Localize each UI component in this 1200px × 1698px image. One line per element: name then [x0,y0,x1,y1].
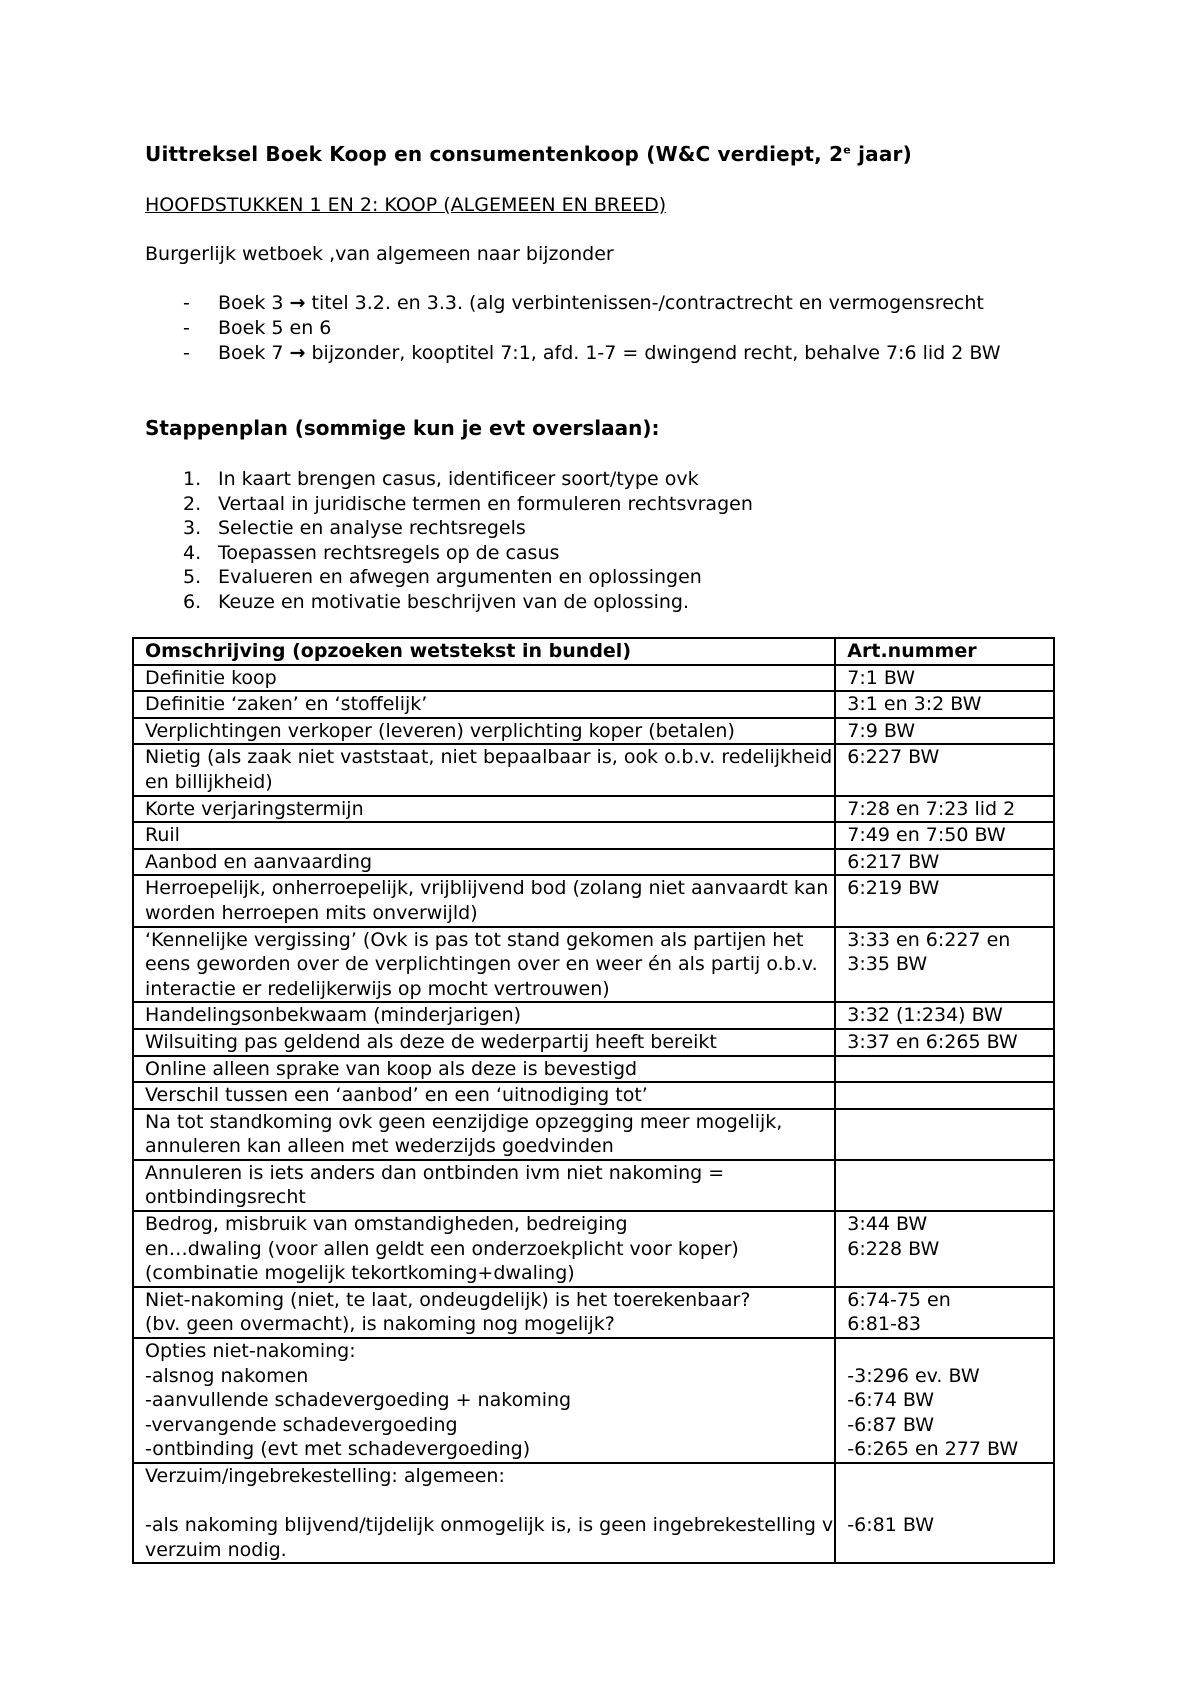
row-description: Niet-nakoming (niet, te laat, ondeugdelijk) is het toerekenbaar? (bv. geen overmacht), is nakoming nog mogelijk? [133,1287,835,1338]
arrow-right-icon: → [289,342,306,364]
step-item [145,516,1065,541]
header-article: Art.nummer [835,638,1054,665]
row-article [835,1109,1054,1160]
law-table [132,637,1055,1564]
row-article [835,1082,1054,1109]
book-list [145,291,1065,366]
step-number: 5. [183,566,202,589]
step-text: Toepassen rechtsregels op de casus [218,541,560,564]
row-description: Aanbod en aanvaarding [133,849,835,876]
row-article: 3:32 (1:234) BW [835,1002,1054,1029]
table-row [133,1160,1054,1211]
header-description: Omschrijving (opzoeken wetstekst in bundel) [133,638,835,665]
table-row [133,1211,1054,1287]
row-article: -3:296 ev. BW -6:74 BW -6:87 BW -6:265 en 277 BW [835,1338,1054,1463]
table-body [133,665,1054,1564]
row-article: 3:1 en 3:2 BW [835,691,1054,718]
step-item [145,492,1065,517]
book-item-detail: titel 3.2. en 3.3. (alg verbintenissen-/contractrecht en vermogensrecht [305,292,984,314]
row-article: 7:1 BW [835,665,1054,692]
table-row [133,1002,1054,1029]
row-description: Opties niet-nakoming: -alsnog nakomen -aanvullende schadevergoeding + nakoming -vervangende schadevergoeding -ontbinding (evt met schadevergoeding) [133,1338,835,1463]
row-description: Annuleren is iets anders dan ontbinden ivm niet nakoming = ontbindingsrecht [133,1160,835,1211]
book-list-item [145,341,1065,366]
step-number: 3. [183,517,202,540]
table-row [133,1463,1054,1563]
row-description: Wilsuiting pas geldend als deze de wederpartij heeft bereikt [133,1029,835,1056]
table-row [133,1056,1054,1083]
step-number: 2. [183,492,202,515]
step-item [145,565,1065,590]
arrow-right-icon: → [289,292,306,314]
dash-bullet: - [183,317,190,339]
row-article: 6:227 BW [835,744,1054,795]
step-number: 4. [183,541,202,564]
title-end: jaar) [850,142,912,166]
row-article: 7:49 en 7:50 BW [835,822,1054,849]
table-row [133,665,1054,692]
table-row [133,1029,1054,1056]
table-row [133,1287,1054,1338]
row-description: Na tot standkoming ovk geen eenzijdige opzegging meer mogelijk, annuleren kan alleen met wederzijds goedvinden [133,1109,835,1160]
steps-heading: Stappenplan (sommige kun je evt overslaan): [145,416,660,440]
title-text: Uittreksel Boek Koop en consumentenkoop (W&C verdiept, 2 [145,142,844,166]
document-title [145,142,912,166]
row-description: Verzuim/ingebrekestelling: algemeen: -als nakoming blijvend/tijdelijk onmogelijk is, is geen ingebrekestelling v verzuim nodig. [133,1463,835,1563]
step-number: 6. [183,590,202,613]
table-row [133,822,1054,849]
intro-text: Burgerlijk wetboek ,van algemeen naar bijzonder [145,243,614,265]
steps-list [145,467,1065,615]
table-row [133,796,1054,823]
row-description: Handelingsonbekwaam (minderjarigen) [133,1002,835,1029]
step-number: 1. [183,468,202,490]
row-description: Korte verjaringstermijn [133,796,835,823]
book-item-text: Boek 5 en 6 [218,317,332,339]
step-text: Selectie en analyse rechtsregels [218,517,526,540]
row-article [835,1056,1054,1083]
step-item [145,541,1065,566]
step-text: Keuze en motivatie beschrijven van de oplossing. [218,590,690,613]
row-article: -6:81 BW [835,1463,1054,1563]
table-row [133,849,1054,876]
title-superscript: e [843,143,851,157]
table-row [133,1338,1054,1463]
table-row [133,875,1054,926]
row-article: 3:44 BW 6:228 BW [835,1211,1054,1287]
row-description: Verschil tussen een ‘aanbod’ en een ‘uitnodiging tot’ [133,1082,835,1109]
table-row [133,927,1054,1003]
row-description: Ruil [133,822,835,849]
table-row [133,744,1054,795]
book-item-text: Boek 7 [218,342,290,364]
book-list-item [145,316,1065,341]
dash-bullet: - [183,292,190,314]
row-description: Verplichtingen verkoper (leveren) verplichting koper (betalen) [133,718,835,745]
table-row [133,1082,1054,1109]
row-article: 7:9 BW [835,718,1054,745]
chapter-heading: HOOFDSTUKKEN 1 EN 2: KOOP (ALGEMEEN EN BREED) [145,194,667,216]
row-description: Definitie ‘zaken’ en ‘stoffelijk’ [133,691,835,718]
row-description: ‘Kennelijke vergissing’ (Ovk is pas tot stand gekomen als partijen het eens geworden over de verplichtingen over en weer én als partij o.b.v. interactie er redelijkerwijs op mocht vertrouwen) [133,927,835,1003]
table-row [133,1109,1054,1160]
row-description: Bedrog, misbruik van omstandigheden, bedreiging en…dwaling (voor allen geldt een onderzoekplicht voor koper) (combinatie mogelijk tekortkoming+dwaling) [133,1211,835,1287]
row-description: Nietig (als zaak niet vaststaat, niet bepaalbaar is, ook o.b.v. redelijkheid en billijkheid) [133,744,835,795]
table-header-row [133,638,1054,665]
row-article: 6:74-75 en 6:81-83 [835,1287,1054,1338]
row-article: 7:28 en 7:23 lid 2 [835,796,1054,823]
row-article: 6:219 BW [835,875,1054,926]
book-list-item [145,291,1065,316]
table-row [133,691,1054,718]
step-text: In kaart brengen casus, identificeer soort/type ovk [218,468,699,490]
row-article: 3:33 en 6:227 en 3:35 BW [835,927,1054,1003]
row-description: Definitie koop [133,665,835,692]
row-article [835,1160,1054,1211]
row-article: 3:37 en 6:265 BW [835,1029,1054,1056]
step-item [145,590,1065,615]
book-item-text: Boek 3 [218,292,290,314]
row-article: 6:217 BW [835,849,1054,876]
step-item [145,467,1065,492]
step-text: Evalueren en afwegen argumenten en oplossingen [218,566,702,589]
step-text: Vertaal in juridische termen en formuleren rechtsvragen [218,492,753,515]
row-description: Online alleen sprake van koop als deze is bevestigd [133,1056,835,1083]
book-item-detail: bijzonder, kooptitel 7:1, afd. 1-7 = dwingend recht, behalve 7:6 lid 2 BW [305,342,1001,364]
row-description: Herroepelijk, onherroepelijk, vrijblijvend bod (zolang niet aanvaardt kan worden herroepen mits onverwijld) [133,875,835,926]
table-row [133,718,1054,745]
dash-bullet: - [183,342,190,364]
